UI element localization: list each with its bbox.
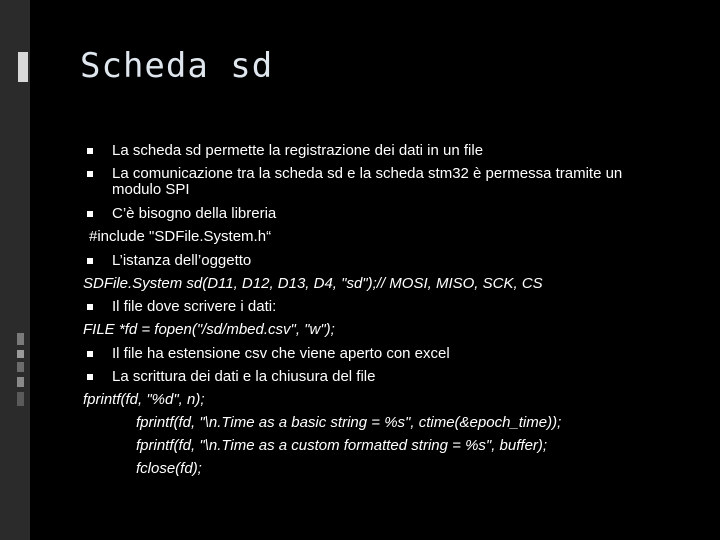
bullet-icon [87,171,93,177]
bullet-text: L’istanza dell’oggetto [112,252,252,269]
bullet-icon [87,211,93,217]
code-line: fprintf(fd, "\n.Time as a basic string = %s", ctime(&epoch_time)); [136,414,562,431]
bullet-text: Il file ha estensione csv che viene aperto con excel [112,345,450,362]
bullet-icon [87,148,93,154]
decor-block [17,392,24,406]
bullet-icon [87,304,93,310]
code-line: SDFile.System sd(D11, D12, D13, D4, "sd");// MOSI, MISO, SCK, CS [83,275,543,292]
bullet-text: C’è bisogno della libreria [112,205,277,222]
slide-title: Scheda sd [80,46,274,86]
bullet-text: La comunicazione tra la scheda sd e la scheda stm32 è permessa tramite un [112,165,623,182]
code-line: fclose(fd); [136,460,202,477]
bullet-text: La scheda sd permette la registrazione dei dati in un file [112,142,484,159]
bullet-text-continuation: modulo SPI [112,181,190,198]
bullet-icon [87,374,93,380]
decor-block [17,377,24,387]
code-line: fprintf(fd, "%d", n); [83,391,205,408]
decor-block [17,350,24,358]
bullet-icon [87,258,93,264]
bullet-text: Il file dove scrivere i dati: [112,298,277,315]
code-line: #include "SDFile.System.h“ [89,228,272,245]
bullet-icon [87,351,93,357]
title-accent-bar [18,52,28,82]
decor-block [17,333,24,345]
code-line: FILE *fd = fopen("/sd/mbed.csv", "w"); [83,321,335,338]
decor-block [17,362,24,372]
code-line: fprintf(fd, "\n.Time as a custom formatted string = %s", buffer); [136,437,548,454]
bullet-text: La scrittura dei dati e la chiusura del file [112,368,376,385]
